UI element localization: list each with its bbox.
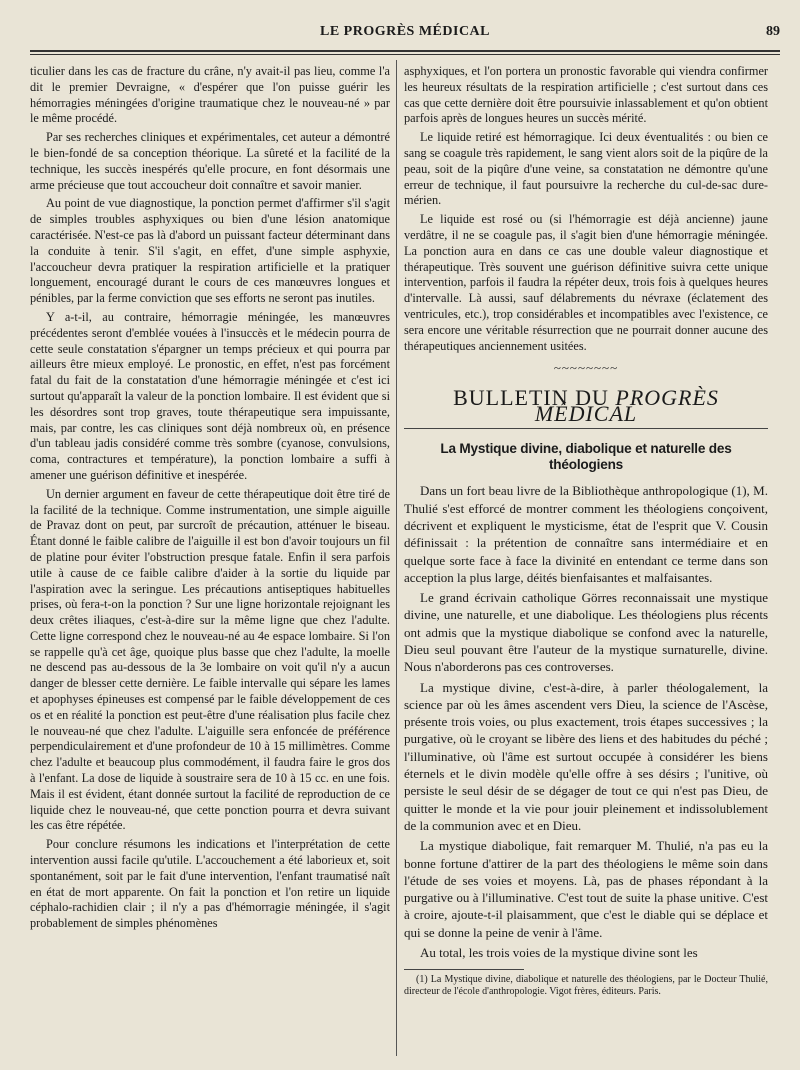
section-ornament: ~~~~~~~~ (553, 360, 619, 376)
paragraph: Pour conclure résumons les indications et l'interprétation de cette intervention aussi facile qu'utile. L'accouchement a été laborieux et, soit spontanément, soit par le fait d'une intervention, l'enfant traumatisé naît en état de mort apparente. On fait la ponction et l'on retire un liquide céphalo-rachidien clair ; il n'y a pas d'hémorragie méningée, il s'agit probablement de simples phénomènes (30, 837, 390, 931)
article-paragraph: La mystique diabolique, fait remarquer M. Thulié, n'a pas eu la bonne fortune d'attirer de la part des théologiens le même soin dans l'étude de ses voies et moyens. Là, pas de phases répondant à la purgative ou à l'illuminative. C'est tout de suite la phase unitive. C'est à croire, ajoute-t-il plaisamment, que c'est le diable qui se déplace et qui se donne la peine de venir à l'âme. (404, 838, 768, 940)
paragraph: Y a-t-il, au contraire, hémorragie méningée, les manœuvres précédentes seront d'emblée vouées à l'insuccès et le médecin pourra de cette seule constatation s'épargner un temps précieux et qui pourra par ailleurs être mieux employé. Le pronostic, en effet, n'est pas forcément fatal du fait de la constatation d'une hémorragie méningée et c'est ici surtout qu'apparaît la valeur de la ponction lombaire. Il est évident que si les désordres sont trop graves, toute thérapeutique sera impuissante, mais, par contre, les cas cliniques sont déjà nombreux où, en présence d'un tableau jadis considéré comme très sombre (cyanose, convulsions, coma, contractures et température), la ponction lombaire a suffi à amener une guérison définitive et inespérée. (30, 309, 390, 482)
paragraph: Un dernier argument en faveur de cette thérapeutique doit être tiré de la facilité de la technique. Comme instrumentation, une simple aiguille de Pravaz dont on peut, par surcroît de précaution, atténuer le biseau. Étant donné le faible calibre de l'aiguille il est bon d'avoir toujours un fil de platine pour éviter l'obstruction presque fatale. Enfin il sera parfois utile à cause de ce faible calibre d'aider à la sortie du liquide par l'aspiration avec la seringue. Les précautions antiseptiques habituelles prises, où fera-t-on la ponction ? Sur une ligne horizontale rejoignant les deux crêtes iliaques, c'est-à-dire sur la même ligne que chez l'adulte. Cette ligne correspond chez le nouveau-né au 4e espace lombaire. Si l'on se rappelle qu'à cet âge, quoique plus basse que chez l'adulte, la moelle ne descend pas au-dessous de la 3e lombaire on voit qu'il n'y a aucun danger de blesser cette dernière. Le faible intervalle qui sépare les lames et apophyses épineuses est compensé par le faible développement de ces os et en réalité la ponction est peut-être d'une réalisation plus facile chez le nouveau-né que chez l'adulte. L'aiguille sera enfoncée de préférence perpendiculairement et d'une profondeur de 10 à 15 millimètres. Comme chez l'adulte et beaucoup plus commodément, il faudra faire le gros dos à l'enfant. La dose de liquide à soustraire sera de 10 à 15 cc. en une fois. Mais il est évident, étant donnée surtout la facilité de reproduction de ce liquide chez le nouveau-né, que cette ponction pourra et devra suivant les cas être répétée. (30, 486, 390, 833)
page-header (30, 24, 780, 46)
article-paragraph: Dans un fort beau livre de la Bibliothèque anthropologique (1), M. Thulié s'est efforcé de montrer comment les théologiens conçoivent, décrivent et expliquent le mysticisme, état de l'esprit que V. Cousin définissait : la prétention de connaître sans intermédiaire et en quelque sorte face à face la divinité en entendant ce terme dans son acception la plus large, déités bienfaisantes et malfaisantes. (404, 483, 768, 585)
article-title: La Mystique divine, diabolique et naturelle des théologiens (440, 440, 732, 472)
footnote: (1) La Mystique divine, diabolique et naturelle des théologiens, par le Docteur Thulié, directeur de l'école d'anthropologie. Vigot frères, éditeurs. Paris. (404, 974, 768, 998)
article (404, 441, 768, 999)
article-paragraph: La mystique divine, c'est-à-dire, à parler théologalement, la science par où les âmes ascendent vers Dieu, la science de l'Ascèse, présente trois voies, ou plus exactement, trois étapes successives ; la purgative, où le croyant se libère des liens et des habitudes du péché ; l'illuminative, où l'âme est surtout occupée à considérer les biens éternels et le divin modèle qu'elle offre à ses désirs ; l'unitive, où persiste le seul désir de se dégager de tout ce qui n'est pas Dieu, de quitter le monde et la vie pour jouir pleinement et indissolublement de la communion avec et en Dieu. (404, 679, 768, 833)
paragraph: Par ses recherches cliniques et expérimentales, cet auteur a démontré le bien-fondé de sa conception théorique. La sûreté et la facilité de la technique, les succès inespérés qu'elle procure, en font désormais une arme précieuse que tout accoucheur doit connaître et savoir manier. (30, 130, 390, 192)
paragraph: asphyxiques, et l'on portera un pronostic favorable qui viendra confirmer les heureux résultats de la respiration artificielle ; c'est surtout dans ces cas que cette dernière doit être poursuivie inlassablement et qu'on obtient parfois après de longues heures un succès mérité. (404, 64, 768, 126)
bulletin-prefix: BULLETIN DU (453, 385, 616, 411)
paragraph: Le liquide est rosé ou (si l'hémorragie est déjà ancienne) jaune verdâtre, il ne se coagule pas, il s'agit bien d'une hémorragie méningée. La ponction aura en dans ce cas une double valeur diagnostique et thérapeutique. Très souvent une guérison définitive suivra cette unique intervention, parfois il faudra la répéter deux, trois fois à quelques heures d'intervalle. Là aussi, sauf délabrements du névraxe (éclatement des ventricules, etc.), trop considérables et incompatibles avec l'existence, ce sera encore une véritable résurrection que ne pourrait donner aucune des thérapeutiques anciennement usitées. (404, 212, 768, 353)
paragraph: ticulier dans les cas de fracture du crâne, n'y avait-il pas lieu, comme l'a dit le premier Devraigne, « d'espérer que l'on puisse guérir les hémorragies méningées d'origine traumatique chez le nouveau-né » par le même procédé. (30, 64, 390, 126)
bulletin-heading (404, 385, 768, 426)
right-column (404, 64, 768, 1056)
bulletin-rule (404, 428, 768, 429)
page-number: 89 (766, 24, 780, 39)
paragraph: Au point de vue diagnostique, la ponction permet d'affirmer s'il s'agit de simples troubles asphyxiques ou bien d'une lésion anatomique caractérisée. N'est-ce pas là d'abord un puissant facteur déterminant dans la conduite à tenir. S'il s'agit, en effet, d'une simple asphyxie, l'accoucheur devra pratiquer la respiration artificielle et la pratiquer longuement, encouragé durant le cours de ces manœuvres longues et pénibles, par la ferme conviction que ses efforts ne seront pas inutiles. (30, 196, 390, 306)
footnote-rule (404, 969, 524, 970)
journal-title: LE PROGRÈS MÉDICAL (319, 24, 491, 39)
bulletin-journal-name: PROGRÈS MÉDICAL (534, 385, 719, 426)
article-paragraph: Au total, les trois voies de la mystique divine sont les (420, 945, 698, 961)
article-paragraph: Le grand écrivain catholique Görres reconnaissait une mystique divine, une naturelle, et une diabolique. Les théologiens plus récents ont admis que la mystique diabolique se confond avec la naturelle, Dieu seul pouvant être l'auteur de la mystique surnaturelle, divine. Nous n'aborderons pas ces controverses. (404, 590, 768, 675)
paragraph: Le liquide retiré est hémorragique. Ici deux éventualités : ou bien ce sang se coagule très rapidement, le sang vient alors soit de la piqûre de la peau, soit de la piqûre d'une veine, sa constatation ne démontre qu'une erreur de technique, il faut poursuivre la recherche du cul-de-sac dure-mérien. (404, 130, 768, 208)
header-rule (30, 50, 780, 55)
column-divider (396, 60, 397, 1056)
left-column (30, 64, 390, 1056)
